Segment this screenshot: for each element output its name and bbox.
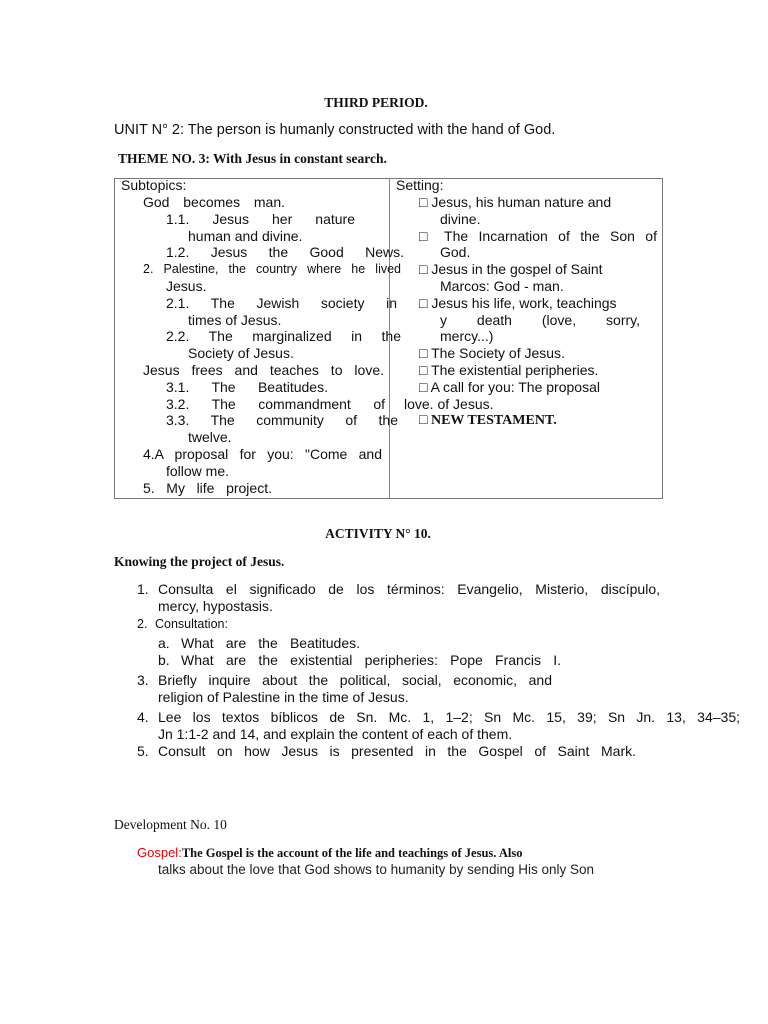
setting-line: □ The Incarnation of the Son of <box>419 228 657 244</box>
list-number: 1. <box>137 581 149 597</box>
list-item: Consult on how Jesus is presented in the Gospel of Saint Mark. <box>158 743 636 759</box>
page-title: THIRD PERIOD. <box>324 95 428 110</box>
subtopic-line: human and divine. <box>188 228 303 244</box>
gospel-text: talks about the love that God shows to humanity by sending His only Son <box>158 862 595 877</box>
list-number: 5. <box>137 743 149 759</box>
setting-line: Marcos: God - man. <box>440 278 564 294</box>
subtopics-header: Subtopics: <box>121 177 187 193</box>
subtopic-line: 2. Palestine, the country where he lived <box>143 262 401 276</box>
gospel-bold-text: The Gospel is the account of the life and teachings of Jesus. Also <box>181 846 523 860</box>
list-item: Lee los textos bíblicos de Sn. Mc. 1, 1–2; Sn Mc. 15, 39; Sn Jn. 13, 34–35; <box>158 709 740 725</box>
development-title: Development No. 10 <box>114 817 227 832</box>
subtopic-line: 3.2. The commandment of <box>166 396 385 412</box>
list-item: religion of Palestine in the time of Jesus. <box>158 689 409 705</box>
setting-line: □ Jesus his life, work, teachings <box>419 295 617 311</box>
setting-line: God. <box>440 244 471 260</box>
list-item: What are the existential peripheries: Pope Francis I. <box>181 652 561 668</box>
list-number: 4. <box>137 709 149 725</box>
list-letter: a. <box>158 635 170 651</box>
setting-line: □ The existential peripheries. <box>419 362 599 378</box>
subtopic-line: 3.3. The community of the <box>166 412 398 428</box>
subtopic-line: follow me. <box>166 463 230 479</box>
activity-subtitle: Knowing the project of Jesus. <box>114 554 285 569</box>
setting-line: love. of Jesus. <box>404 396 494 412</box>
activity-title: ACTIVITY N° 10. <box>325 526 431 541</box>
subtopic-line: 1.2. Jesus the Good News. <box>166 244 404 260</box>
unit-heading: UNIT N° 2: The person is humanly constructed with the hand of God. <box>114 122 556 138</box>
setting-line: □ Jesus in the gospel of Saint <box>419 261 603 277</box>
subtopic-line: 2.1. The Jewish society in <box>166 295 397 311</box>
subtopic-line: Jesus. <box>166 278 207 294</box>
subtopic-line: 1.1. Jesus her nature <box>166 211 355 227</box>
subtopic-line: 3.1. The Beatitudes. <box>166 379 328 395</box>
subtopic-line: 2.2. The marginalized in the <box>166 328 401 344</box>
setting-line: □ NEW TESTAMENT. <box>419 413 557 428</box>
setting-header: Setting: <box>396 177 444 193</box>
subtopic-line: Society of Jesus. <box>188 345 294 361</box>
list-item: Consultation: <box>155 617 228 631</box>
subtopic-line: God becomes man. <box>143 194 285 210</box>
setting-line: divine. <box>440 211 481 227</box>
subtopic-line: 5. My life project. <box>143 480 272 496</box>
setting-line: □ A call for you: The proposal <box>419 379 600 395</box>
setting-line: mercy...) <box>440 328 494 344</box>
setting-line: □ Jesus, his human nature and <box>419 194 612 210</box>
list-number: 2. <box>137 617 148 631</box>
subtopic-line: 4.A proposal for you: "Come and <box>143 446 382 462</box>
subtopic-line: times of Jesus. <box>188 312 282 328</box>
list-letter: b. <box>158 652 170 668</box>
list-item: Consulta el significado de los términos: Evangelio, Misterio, discípulo, <box>158 581 660 597</box>
gospel-label: Gospel: <box>137 845 182 860</box>
setting-line: □ The Society of Jesus. <box>419 345 565 361</box>
list-item: mercy, hypostasis. <box>158 598 273 614</box>
list-item: Briefly inquire about the political, social, economic, and <box>158 672 552 688</box>
subtopic-line: Jesus frees and teaches to love. <box>143 362 384 378</box>
theme-heading: THEME NO. 3: With Jesus in constant search. <box>118 151 387 166</box>
setting-line: y death (love, sorry, <box>440 312 640 328</box>
gospel-paragraph <box>137 844 522 862</box>
subtopic-line: twelve. <box>188 429 232 445</box>
list-item: Jn 1:1-2 and 14, and explain the content of each of them. <box>158 726 513 742</box>
list-item: What are the Beatitudes. <box>181 635 360 651</box>
list-number: 3. <box>137 672 149 688</box>
